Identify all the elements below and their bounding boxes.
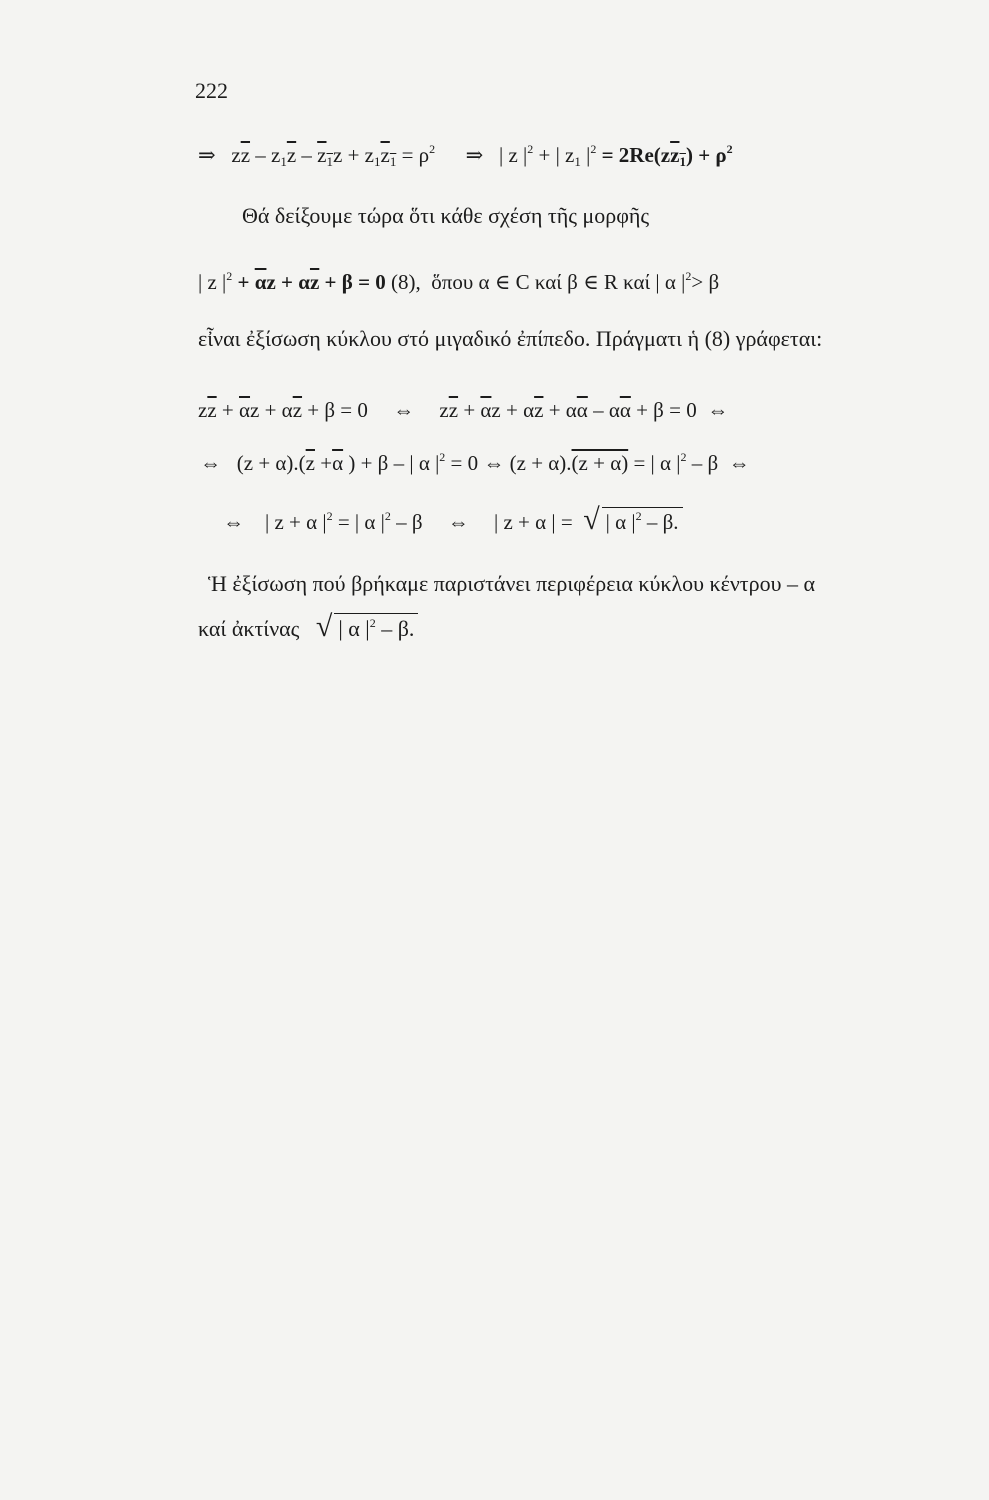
conclusion-line-1: Ἡ ἐξίσωση πού βρήκαμε παριστάνει περιφέρεια κύκλου κέντρου – α xyxy=(208,571,816,596)
equation-8: | z $|^2 + \overline{\alpha}z + \alpha\overline{z} + \beta = 0$ (8), ὅπου α ∈ C καί β ∈ R καί | α $|^2> \beta$ xyxy=(198,269,720,294)
paragraph-2: εἶναι ἐξίσωση κύκλου στό μιγαδικό ἐπίπεδο. Πράγματι ἡ (8) γράφεται: xyxy=(198,326,823,351)
page-number: 222 xyxy=(195,78,228,103)
paragraph-1: Θά δείξουμε τώρα ὅτι κάθε σχέση τῆς μορφῆς xyxy=(242,203,650,228)
equation-line-1: ⇒ $z\overline{z} - z_1\overline{z} - \overline{z}_1z + z_1\overline{z}_1 = \rho^2$ ⇒ | z $|^2$ + | $z_1$ $|^2 = 2Re(z\overline{z}_1) + \rho^2$ xyxy=(198,142,733,169)
square-root: √ | α $|^2$ – β. xyxy=(583,505,682,535)
conclusion-line-2: καί ἀκτίνας √ | α $|^2$ – β. xyxy=(198,612,418,642)
equation-line-b: ⇔ $(z + \alpha).(\overline{z} +\overline{\alpha}$ ) + β – | α $|^2 = 0$ ⇔ (z + α).(z + α) = | α $|^2$ – β ⇔ xyxy=(200,450,750,475)
equation-line-a: $z\overline{z} + \overline{\alpha}z + \alpha\overline{z} + \beta = 0$ ⇔ $z\overline{z} + \overline{\alpha}z + \alpha\overline{z} + \alpha\overline{\alpha} - \alpha\overline{\alpha} + \beta = 0$ ⇔ xyxy=(198,398,729,422)
square-root: √ | α $|^2$ – β. xyxy=(316,612,419,642)
equation-line-c: ⇔ | z + α $|^2$ = | α $|^2$ – β ⇔ | z + α | = √ | α $|^2$ – β. xyxy=(223,505,683,535)
